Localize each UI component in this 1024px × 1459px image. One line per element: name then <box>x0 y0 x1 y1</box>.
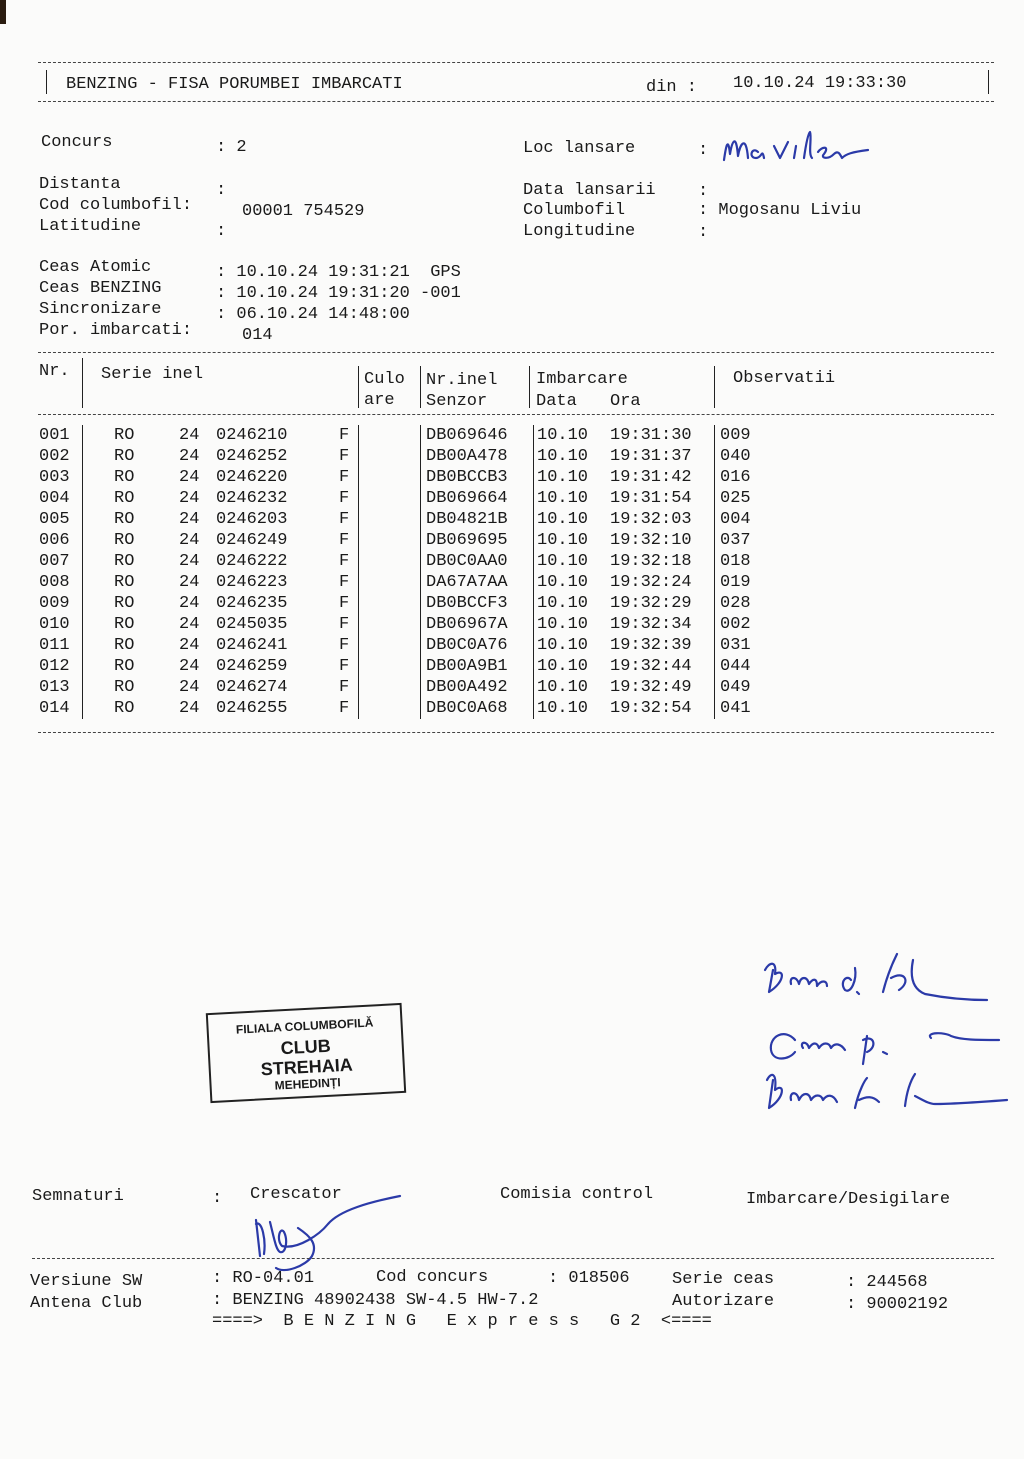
col-header-serie: Serie inel <box>101 365 204 384</box>
row-nr: 007 <box>39 552 70 571</box>
row-country: RO <box>114 657 135 676</box>
ceas-benzing-label: Ceas BENZING <box>39 279 162 298</box>
row-year: 24 <box>179 657 200 676</box>
stamp-line-4: MEHEDINȚI <box>274 1075 341 1093</box>
row-sensor: DB00A478 <box>426 447 508 466</box>
row-country: RO <box>114 510 135 529</box>
cod-columbofil-value: 00001 754529 <box>242 202 365 221</box>
row-date: 10.10 <box>537 531 589 550</box>
row-nr: 014 <box>39 699 70 718</box>
row-nr: 002 <box>39 447 70 466</box>
row-country: RO <box>114 447 135 466</box>
row-year: 24 <box>179 468 200 487</box>
row-ring: 0246203 <box>216 510 288 529</box>
col-header-nrinel: Nr.inel <box>426 371 498 390</box>
row-sensor: DB06967A <box>426 615 508 634</box>
row-sensor: DB04821B <box>426 510 508 529</box>
row-observatii: 019 <box>720 573 751 592</box>
crescator-label: Crescator <box>250 1185 342 1204</box>
row-year: 24 <box>179 426 200 445</box>
row-nr: 008 <box>39 573 70 592</box>
autorizare-value: : 90002192 <box>846 1295 949 1314</box>
row-sex: F <box>339 489 350 508</box>
loc-lansare-label: Loc lansare <box>523 139 636 158</box>
loc-lansare-handwritten <box>718 124 888 168</box>
row-sex: F <box>339 594 350 613</box>
latitudine-value: : <box>216 222 227 241</box>
data-lansarii-label: Data lansarii <box>523 181 656 200</box>
row-sex: F <box>339 699 350 718</box>
row-date: 10.10 <box>537 699 589 718</box>
row-ring: 0245035 <box>216 615 288 634</box>
stamp-line-3: STREHAIA <box>260 1054 354 1080</box>
row-time: 19:32:34 <box>610 615 692 634</box>
row-ring: 0246274 <box>216 678 288 697</box>
table-row <box>0 635 1024 656</box>
longitudine-label: Longitudine <box>523 222 636 241</box>
row-sex: F <box>339 510 350 529</box>
row-country: RO <box>114 594 135 613</box>
stamp-line-1: FILIALA COLUMBOFILĂ <box>235 1015 374 1037</box>
row-sensor: DB069664 <box>426 489 508 508</box>
table-row <box>0 593 1024 614</box>
row-observatii: 037 <box>720 531 751 550</box>
row-year: 24 <box>179 489 200 508</box>
row-sensor: DB00A9B1 <box>426 657 508 676</box>
row-year: 24 <box>179 531 200 550</box>
row-ring: 0246252 <box>216 447 288 466</box>
row-time: 19:32:18 <box>610 552 692 571</box>
row-observatii: 031 <box>720 636 751 655</box>
row-sensor: DB069695 <box>426 531 508 550</box>
row-country: RO <box>114 615 135 634</box>
row-nr: 013 <box>39 678 70 697</box>
row-time: 19:31:42 <box>610 468 692 487</box>
row-nr: 003 <box>39 468 70 487</box>
cod-concurs-value: : 018506 <box>548 1269 630 1288</box>
row-country: RO <box>114 426 135 445</box>
row-observatii: 025 <box>720 489 751 508</box>
row-year: 24 <box>179 594 200 613</box>
table-row <box>0 488 1024 509</box>
row-country: RO <box>114 573 135 592</box>
imbarcare-desigilare-label: Imbarcare/Desigilare <box>746 1190 951 1209</box>
table-top-rule <box>38 352 994 353</box>
row-sex: F <box>339 426 350 445</box>
row-sex: F <box>339 468 350 487</box>
columbofil-label: Columbofil <box>523 201 626 220</box>
row-time: 19:32:10 <box>610 531 692 550</box>
table-row <box>0 572 1024 593</box>
row-observatii: 009 <box>720 426 751 445</box>
row-ring: 0246232 <box>216 489 288 508</box>
row-date: 10.10 <box>537 447 589 466</box>
versiune-sw-value: : RO-04.01 <box>212 1269 315 1288</box>
row-country: RO <box>114 531 135 550</box>
row-date: 10.10 <box>537 594 589 613</box>
por-imbarcati-value: 014 <box>242 326 273 345</box>
col-header-observatii: Observatii <box>733 369 836 388</box>
loc-lansare-colon: : <box>698 141 709 160</box>
row-sensor: DB00A492 <box>426 678 508 697</box>
row-sex: F <box>339 531 350 550</box>
row-time: 19:32:49 <box>610 678 692 697</box>
cod-concurs-label: Cod concurs <box>376 1268 489 1287</box>
row-year: 24 <box>179 510 200 529</box>
row-observatii: 044 <box>720 657 751 676</box>
table-row <box>0 551 1024 572</box>
row-ring: 0246249 <box>216 531 288 550</box>
sincronizare-label: Sincronizare <box>39 300 162 319</box>
commission-signatures <box>755 940 1015 1140</box>
row-observatii: 018 <box>720 552 751 571</box>
data-lansarii-value: : <box>698 182 709 201</box>
row-year: 24 <box>179 615 200 634</box>
row-date: 10.10 <box>537 489 589 508</box>
header-left-border <box>46 70 47 94</box>
longitudine-value: : <box>698 223 709 242</box>
antena-club-value: : BENZING 48902438 SW-4.5 HW-7.2 <box>212 1291 539 1310</box>
latitudine-label: Latitudine <box>39 217 142 236</box>
row-year: 24 <box>179 699 200 718</box>
row-year: 24 <box>179 573 200 592</box>
row-year: 24 <box>179 678 200 697</box>
header-top-rule <box>38 62 994 63</box>
serie-ceas-label: Serie ceas <box>672 1270 775 1289</box>
row-sensor: DB0BCCB3 <box>426 468 508 487</box>
row-date: 10.10 <box>537 636 589 655</box>
row-date: 10.10 <box>537 573 589 592</box>
comisia-control-label: Comisia control <box>500 1185 654 1204</box>
row-time: 19:32:54 <box>610 699 692 718</box>
row-country: RO <box>114 468 135 487</box>
col-header-ora: Ora <box>610 392 641 411</box>
col-header-nr: Nr. <box>39 362 70 381</box>
row-nr: 001 <box>39 426 70 445</box>
row-time: 19:32:44 <box>610 657 692 676</box>
footer-rule <box>32 1258 994 1259</box>
serie-ceas-value: : 244568 <box>846 1273 928 1292</box>
row-time: 19:31:54 <box>610 489 692 508</box>
header-col-sep-1 <box>82 358 83 408</box>
ceas-atomic-value: : 10.10.24 19:31:21 GPS <box>216 263 461 282</box>
row-time: 19:32:39 <box>610 636 692 655</box>
col-header-culo: Culo <box>364 370 405 389</box>
row-observatii: 002 <box>720 615 751 634</box>
header-col-sep-4 <box>529 366 530 408</box>
row-nr: 012 <box>39 657 70 676</box>
header-col-sep-3 <box>420 366 421 408</box>
club-stamp <box>206 1003 406 1103</box>
col-header-are: are <box>364 391 395 410</box>
col-header-senzor: Senzor <box>426 392 488 411</box>
row-ring: 0246259 <box>216 657 288 676</box>
row-sex: F <box>339 657 350 676</box>
row-date: 10.10 <box>537 678 589 697</box>
table-row <box>0 446 1024 467</box>
versiune-sw-label: Versiune SW <box>30 1272 143 1291</box>
semnaturi-label: Semnaturi <box>32 1187 124 1206</box>
document-title: BENZING - FISA PORUMBEI IMBARCATI <box>66 75 403 94</box>
table-row <box>0 614 1024 635</box>
row-year: 24 <box>179 636 200 655</box>
row-ring: 0246210 <box>216 426 288 445</box>
header-datetime: 10.10.24 19:33:30 <box>733 74 907 93</box>
row-year: 24 <box>179 552 200 571</box>
row-date: 10.10 <box>537 615 589 634</box>
header-col-sep-2 <box>358 366 359 408</box>
table-bottom-rule <box>38 732 994 733</box>
semnaturi-colon: : <box>212 1189 223 1208</box>
row-sex: F <box>339 552 350 571</box>
row-time: 19:32:29 <box>610 594 692 613</box>
header-right-border <box>988 70 989 94</box>
por-imbarcati-label: Por. imbarcati: <box>39 321 193 340</box>
benzing-express-banner: ====> B E N Z I N G E x p r e s s G 2 <==== <box>212 1312 712 1331</box>
distanta-value: : <box>216 181 227 200</box>
row-time: 19:31:37 <box>610 447 692 466</box>
ceas-benzing-value: : 10.10.24 19:31:20 -001 <box>216 284 461 303</box>
row-sensor: DB0C0A68 <box>426 699 508 718</box>
row-country: RO <box>114 552 135 571</box>
table-row <box>0 656 1024 677</box>
row-nr: 006 <box>39 531 70 550</box>
row-ring: 0246220 <box>216 468 288 487</box>
row-country: RO <box>114 699 135 718</box>
row-sensor: DA67A7AA <box>426 573 508 592</box>
row-observatii: 040 <box>720 447 751 466</box>
concurs-value: : 2 <box>216 138 247 157</box>
row-observatii: 041 <box>720 699 751 718</box>
row-sensor: DB069646 <box>426 426 508 445</box>
row-date: 10.10 <box>537 468 589 487</box>
row-ring: 0246235 <box>216 594 288 613</box>
row-sensor: DB0BCCF3 <box>426 594 508 613</box>
table-row <box>0 530 1024 551</box>
table-row <box>0 677 1024 698</box>
row-sex: F <box>339 447 350 466</box>
row-country: RO <box>114 489 135 508</box>
ceas-atomic-label: Ceas Atomic <box>39 258 152 277</box>
row-date: 10.10 <box>537 657 589 676</box>
row-ring: 0246255 <box>216 699 288 718</box>
scan-edge <box>0 0 6 24</box>
row-time: 19:32:24 <box>610 573 692 592</box>
row-time: 19:32:03 <box>610 510 692 529</box>
row-nr: 009 <box>39 594 70 613</box>
col-header-imbarcare: Imbarcare <box>536 370 628 389</box>
row-sex: F <box>339 615 350 634</box>
row-date: 10.10 <box>537 552 589 571</box>
col-header-data: Data <box>536 392 577 411</box>
table-row <box>0 509 1024 530</box>
row-nr: 004 <box>39 489 70 508</box>
sincronizare-value: : 06.10.24 14:48:00 <box>216 305 410 324</box>
row-observatii: 016 <box>720 468 751 487</box>
columbofil-value: : Mogosanu Liviu <box>698 201 862 220</box>
row-observatii: 004 <box>720 510 751 529</box>
row-sensor: DB0C0A76 <box>426 636 508 655</box>
row-observatii: 049 <box>720 678 751 697</box>
table-row <box>0 698 1024 719</box>
row-date: 10.10 <box>537 426 589 445</box>
cod-columbofil-label: Cod columbofil: <box>39 196 193 215</box>
row-ring: 0246241 <box>216 636 288 655</box>
row-nr: 010 <box>39 615 70 634</box>
row-ring: 0246223 <box>216 573 288 592</box>
row-time: 19:31:30 <box>610 426 692 445</box>
row-nr: 005 <box>39 510 70 529</box>
row-sex: F <box>339 573 350 592</box>
concurs-label: Concurs <box>41 133 113 152</box>
stamp-line-2: CLUB <box>280 1035 332 1059</box>
table-header-rule <box>38 414 994 415</box>
header-bottom-rule <box>38 101 994 102</box>
row-date: 10.10 <box>537 510 589 529</box>
row-country: RO <box>114 636 135 655</box>
antena-club-label: Antena Club <box>30 1294 143 1313</box>
header-col-sep-5 <box>714 366 715 408</box>
table-row <box>0 425 1024 446</box>
row-country: RO <box>114 678 135 697</box>
row-sex: F <box>339 636 350 655</box>
distanta-label: Distanta <box>39 175 121 194</box>
row-observatii: 028 <box>720 594 751 613</box>
row-sex: F <box>339 678 350 697</box>
autorizare-label: Autorizare <box>672 1292 775 1311</box>
row-sensor: DB0C0AA0 <box>426 552 508 571</box>
row-nr: 011 <box>39 636 70 655</box>
row-ring: 0246222 <box>216 552 288 571</box>
table-row <box>0 467 1024 488</box>
row-year: 24 <box>179 447 200 466</box>
din-label: din : <box>646 78 698 97</box>
